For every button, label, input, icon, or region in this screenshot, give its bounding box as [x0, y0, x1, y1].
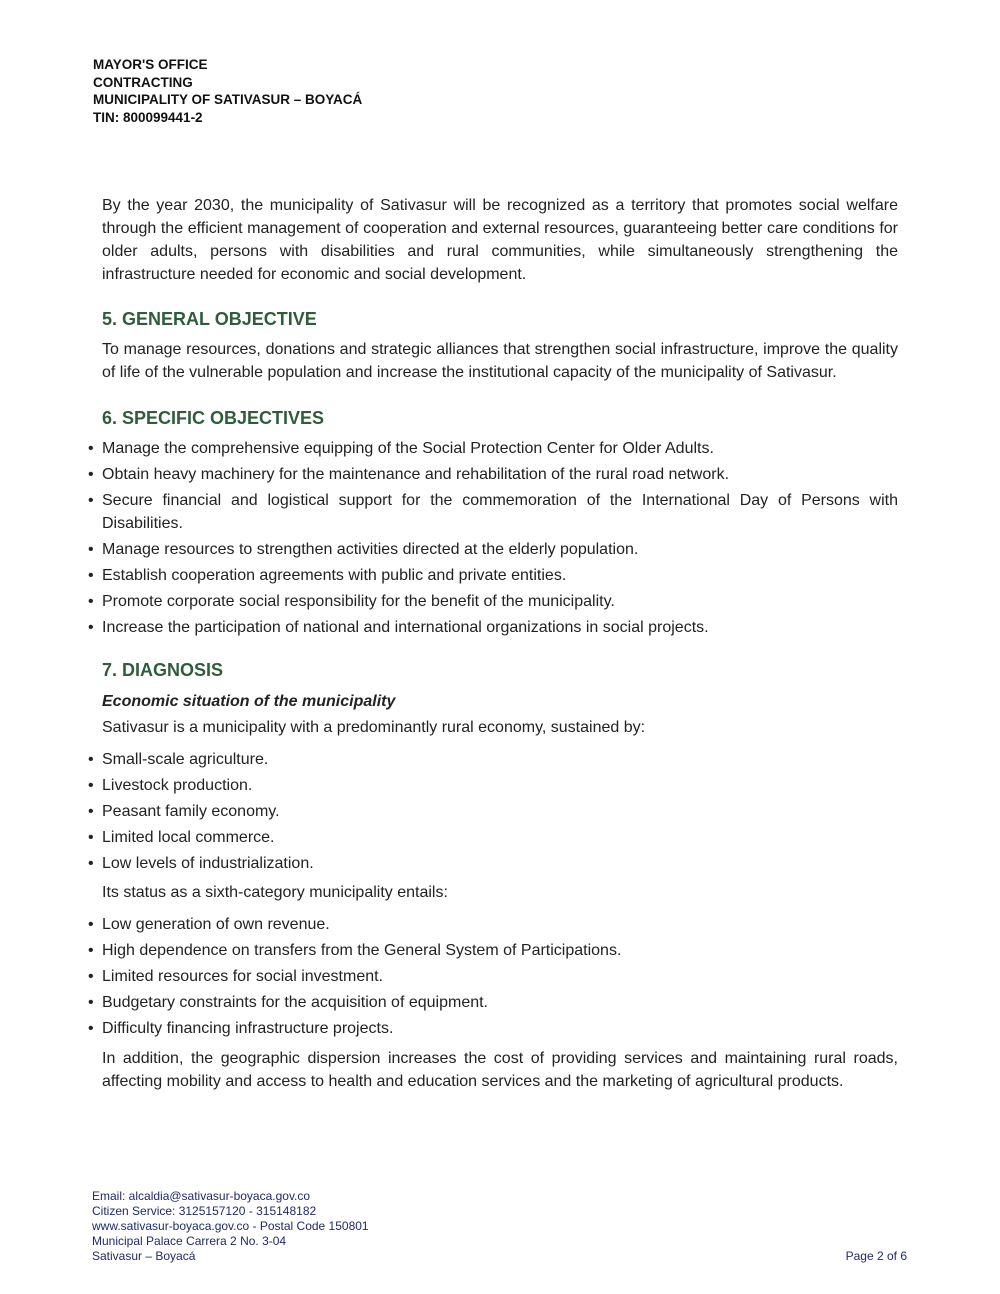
footer-email: Email: alcaldia@sativasur-boyaca.gov.co: [92, 1189, 311, 1203]
bullet-icon: •: [88, 942, 94, 959]
list-item: [88, 800, 898, 823]
economic-situation-subheading: Economic situation of the municipality: [102, 693, 396, 710]
header-line-department: CONTRACTING: [93, 74, 193, 90]
document-body: [88, 194, 898, 1093]
list-item: [88, 463, 898, 486]
list-item: [88, 564, 898, 587]
letterhead: [93, 56, 362, 126]
bullet-icon: •: [88, 1020, 94, 1037]
list-item-text: Promote corporate social responsibility for the benefit of the municipality.: [102, 593, 615, 610]
economy-intro: Sativasur is a municipality with a predominantly rural economy, sustained by:: [102, 719, 646, 736]
economy-list: [88, 748, 898, 875]
bullet-icon: •: [88, 777, 94, 794]
footer-website: www.sativasur-boyaca.gov.co - Postal Code 150801: [92, 1219, 369, 1233]
header-line-municipality: MUNICIPALITY OF SATIVASUR – BOYACÁ: [93, 92, 363, 107]
specific-objectives-heading: 6. SPECIFIC OBJECTIVES: [102, 408, 325, 428]
footer-contact: [92, 1189, 369, 1264]
list-item-text: Low levels of industrialization.: [102, 855, 314, 872]
bullet-icon: •: [88, 916, 94, 933]
vision-paragraph: By the year 2030, the municipality of Sativasur will be recognized as a territory that promotes social welfare through the efficient management of cooperation and external resources, guaranteeing better care conditions for older adults, persons with disabilities and rural communities, while simultaneously strengthening the infrastructure needed for economic and social development.: [102, 197, 898, 283]
list-item: [88, 913, 898, 936]
bullet-icon: •: [88, 751, 94, 768]
list-item: [88, 590, 898, 613]
list-item-text: Manage resources to strengthen activities directed at the elderly population.: [102, 541, 639, 558]
footer-address: Municipal Palace Carrera 2 No. 3-04: [92, 1234, 287, 1248]
list-item-text: Budgetary constraints for the acquisition of equipment.: [102, 994, 488, 1011]
header-line-office: MAYOR'S OFFICE: [93, 57, 208, 72]
bullet-icon: •: [88, 803, 94, 820]
list-item: [88, 1017, 898, 1040]
category-list: [88, 913, 898, 1040]
list-item-text: Low generation of own revenue.: [102, 916, 330, 933]
diagnosis-closing: In addition, the geographic dispersion increases the cost of providing services and maintaining rural roads, affecting mobility and access to health and education services and the marketing of agricultural products.: [102, 1050, 898, 1090]
bullet-icon: •: [88, 440, 94, 457]
header-line-tin: TIN: 800099441-2: [93, 109, 203, 125]
list-item: [88, 991, 898, 1014]
list-item: [88, 748, 898, 771]
bullet-icon: •: [88, 567, 94, 584]
list-item-text: Increase the participation of national and international organizations in social projects.: [102, 619, 709, 636]
list-item-text: High dependence on transfers from the General System of Participations.: [102, 942, 622, 959]
list-item-text: Difficulty financing infrastructure projects.: [102, 1020, 394, 1037]
list-item: [88, 616, 898, 639]
list-item-text: Limited resources for social investment.: [102, 968, 383, 985]
diagnosis-heading: 7. DIAGNOSIS: [102, 660, 224, 680]
footer-citizen-service: Citizen Service: 3125157120 - 315148182: [92, 1204, 317, 1218]
page-number: Page 2 of 6: [845, 1249, 907, 1263]
list-item: [88, 826, 898, 849]
list-item: [88, 489, 898, 535]
bullet-icon: •: [88, 541, 94, 558]
list-item: [88, 965, 898, 988]
list-item-text: Limited local commerce.: [102, 829, 275, 846]
list-item-text: Livestock production.: [102, 777, 253, 794]
general-objective-heading: 5. GENERAL OBJECTIVE: [102, 309, 317, 329]
general-objective-text: To manage resources, donations and strategic alliances that strengthen social infrastructure, improve the quality of life of the vulnerable population and increase the institutional capacity of the municipality of Sativasur.: [102, 341, 898, 381]
list-item-text: Establish cooperation agreements with public and private entities.: [102, 567, 567, 584]
bullet-icon: •: [88, 492, 94, 509]
bullet-icon: •: [88, 829, 94, 846]
category-intro: Its status as a sixth-category municipality entails:: [102, 884, 448, 901]
specific-objectives-list: [88, 437, 898, 639]
list-item: [88, 538, 898, 561]
list-item-text: Peasant family economy.: [102, 803, 280, 820]
list-item: [88, 852, 898, 875]
list-item-text: Secure financial and logistical support for the commemoration of the International Day of Persons with Disabilities.: [102, 492, 898, 532]
bullet-icon: •: [88, 968, 94, 985]
footer-city: Sativasur – Boyacá: [92, 1249, 196, 1263]
list-item-text: Obtain heavy machinery for the maintenance and rehabilitation of the rural road network.: [102, 466, 730, 483]
list-item-text: Small-scale agriculture.: [102, 751, 269, 768]
list-item: [88, 437, 898, 460]
list-item: [88, 939, 898, 962]
bullet-icon: •: [88, 466, 94, 483]
list-item: [88, 774, 898, 797]
bullet-icon: •: [88, 619, 94, 636]
bullet-icon: •: [88, 855, 94, 872]
list-item-text: Manage the comprehensive equipping of the Social Protection Center for Older Adults.: [102, 440, 714, 457]
bullet-icon: •: [88, 994, 94, 1011]
bullet-icon: •: [88, 593, 94, 610]
